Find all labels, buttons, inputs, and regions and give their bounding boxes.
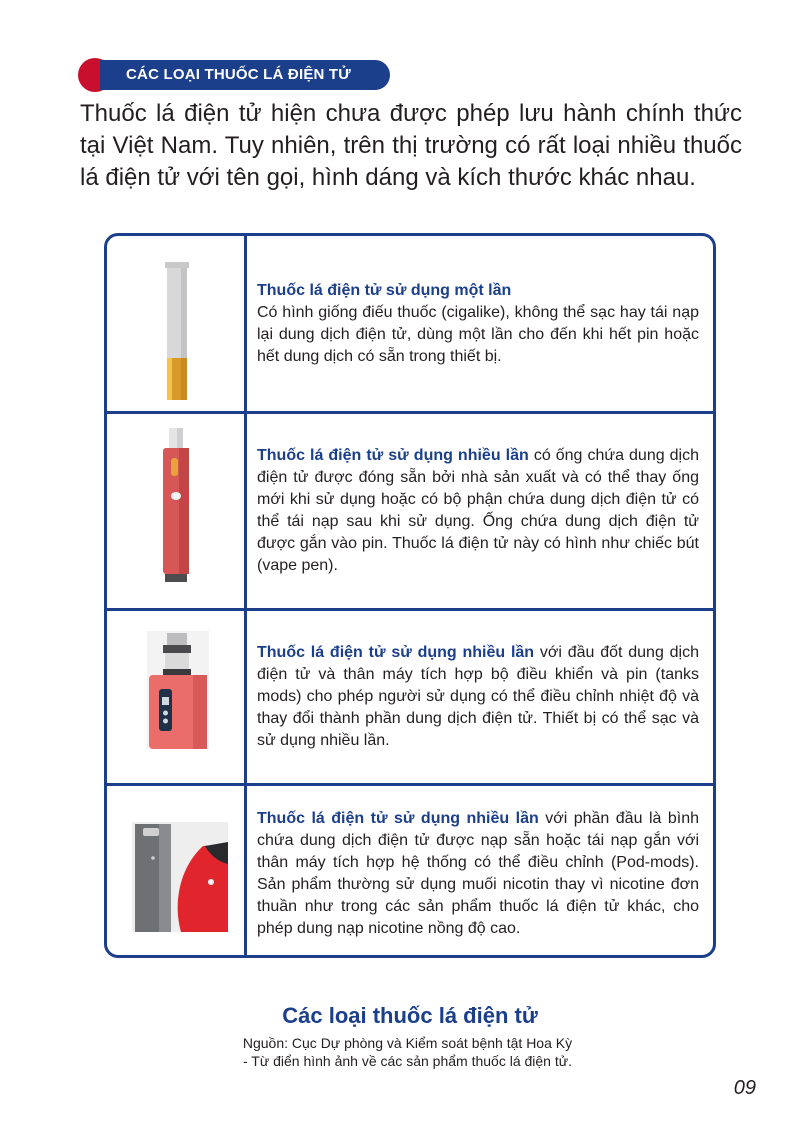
intro-paragraph: Thuốc lá điện tử hiện chưa được phép lưu hành chính thức tại Việt Nam. Tuy nhiên, trên thị trường có rất loại nhiều thuốc lá điện tử với tên gọi, hình dáng và kích thước khác nhau.: [80, 100, 742, 191]
table-row: [107, 411, 713, 608]
figure-caption: Các loại thuốc lá điện tử: [282, 1003, 538, 1028]
row-desc: có ống chứa dung dịch điện tử được đóng sẵn bởi nhà sản xuất và có thể thay ống mới khi sử dụng hoặc có bộ phận chứa dung dịch điện tử có thể tái nạp sau khi sử dụng. Ống chứa dung dịch điện tử được gắn vào pin. Thuốc lá điện tử này có hình như chiếc bút (vape pen).: [257, 447, 700, 574]
section-title: CÁC LOẠI THUỐC LÁ ĐIỆN TỬ: [100, 60, 390, 90]
pod-mod-icon: [107, 786, 244, 958]
section-header: [78, 58, 398, 92]
row-desc: với đầu đốt dung dịch điện tử và thân máy tích hợp bộ điều khiển và pin (tanks mods) cho phép người sử dụng có thể điều chỉnh nhiệt độ và thay đổi thành phần dung dịch điện tử. Thiết bị có thể sạc và sử dụng nhiều lần.: [257, 644, 699, 749]
row-text: [257, 280, 699, 368]
row-title: Thuốc lá điện tử sử dụng nhiều lần: [257, 447, 529, 464]
row-text: [257, 642, 699, 752]
table-row: [107, 236, 713, 411]
source-line-1: Nguồn: Cục Dự phòng và Kiểm soát bệnh tật Hoa Kỳ: [242, 1035, 573, 1051]
row-title: Thuốc lá điện tử sử dụng một lần: [257, 281, 512, 299]
cigalike-icon: [107, 236, 244, 411]
row-desc: với phần đầu là bình chứa dung dịch điện tử được nạp sẵn hoặc tái nạp gắn với thân máy tích hợp hệ thống có thể điều chỉnh (Pod-mods). Sản phẩm thường sử dụng muối nicotin thay vì nicotine đơn thuần như trong các sản phẩm thuốc lá điện tử khác, cho phép dung nạp nicotine nồng độ cao.: [257, 809, 699, 937]
row-text: [257, 808, 699, 940]
row-title: Thuốc lá điện tử sử dụng nhiều lần: [257, 644, 535, 661]
row-title: Thuốc lá điện tử sử dụng nhiều lần: [257, 809, 539, 827]
table-row: [107, 608, 713, 783]
row-text: [257, 445, 699, 577]
source-line-2: - Từ điển hình ảnh về các sản phẩm thuốc lá điện tử.: [242, 1053, 572, 1069]
table-row: [107, 783, 713, 958]
page-number: 09: [733, 1077, 756, 1099]
row-desc: Có hình giống điếu thuốc (cigalike), không thể sạc hay tái nạp lại dung dịch điện tử, dùng một lần cho đến khi hết pin hoặc hết dung dịch có sẵn trong thiết bị.: [257, 303, 699, 365]
tank-mod-icon: [107, 611, 244, 783]
figure-source: [0, 1034, 800, 1070]
ecig-types-table: [104, 233, 716, 958]
vape-pen-icon: [107, 414, 244, 608]
